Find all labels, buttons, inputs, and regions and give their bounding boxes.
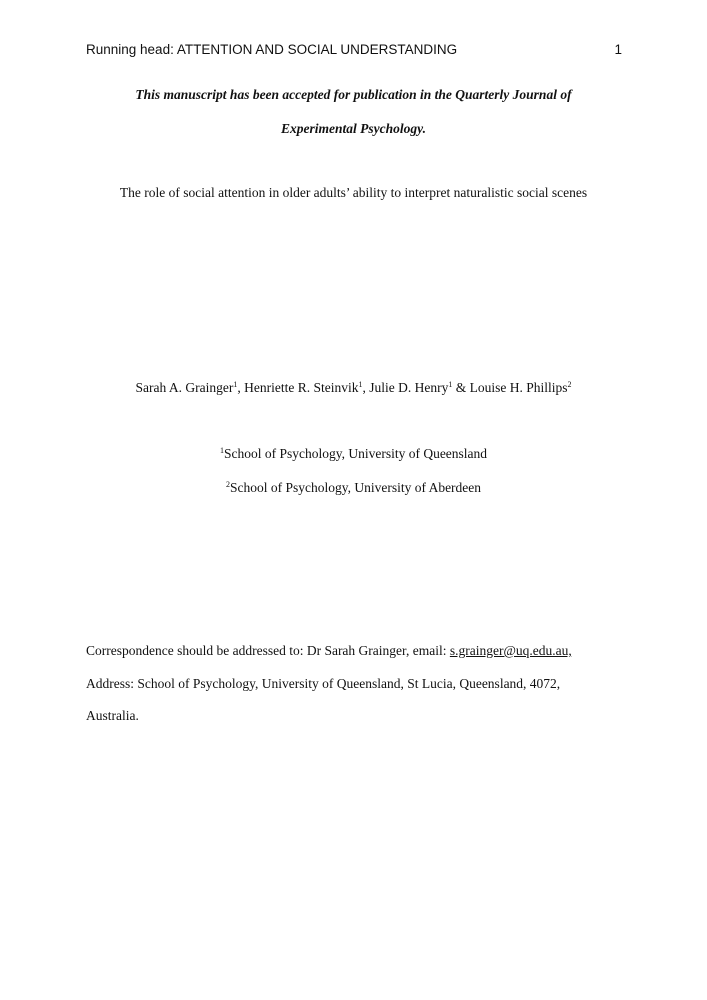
affiliation-text: School of Psychology, University of Queensland	[223, 446, 488, 461]
affiliation-mark: 2	[225, 480, 230, 489]
address-line-2: Australia.	[86, 708, 139, 723]
acceptance-notice-line2: Experimental Psychology.	[281, 121, 426, 136]
author-list	[0, 380, 707, 396]
author-separator: ,	[237, 380, 245, 395]
affiliation-2	[0, 480, 707, 496]
author-affiliation-mark: 1	[448, 380, 453, 389]
affiliation-mark: 1	[219, 446, 224, 455]
author-name: Henriette R. Steinvik	[244, 380, 359, 395]
author-separator: ,	[362, 380, 370, 395]
author-name: Sarah A. Grainger	[135, 380, 234, 395]
affiliation-1	[0, 446, 707, 462]
email-link[interactable]: s.grainger@uq.edu.au,	[449, 643, 572, 658]
author-affiliation-mark: 1	[233, 380, 238, 389]
running-head: Running head: ATTENTION AND SOCIAL UNDERSTANDING	[86, 42, 458, 57]
author-name: Julie D. Henry	[369, 380, 449, 395]
paper-title: The role of social attention in older adults’ ability to interpret naturalistic social scenes	[119, 185, 588, 200]
page-number: 1	[614, 42, 622, 57]
correspondence-line	[86, 643, 572, 659]
author-separator: &	[452, 380, 470, 395]
author-affiliation-mark: 2	[567, 380, 572, 389]
correspondence-prefix: Correspondence should be addressed to: Dr Sarah Grainger, email:	[86, 643, 450, 658]
author-name: Louise H. Phillips	[469, 380, 568, 395]
author-affiliation-mark: 1	[358, 380, 363, 389]
acceptance-notice-line1: This manuscript has been accepted for publication in the Quarterly Journal of	[135, 87, 572, 102]
address-line-1: Address: School of Psychology, University of Queensland, St Lucia, Queensland, 4072,	[86, 676, 561, 691]
affiliation-text: School of Psychology, University of Aberdeen	[229, 480, 482, 495]
